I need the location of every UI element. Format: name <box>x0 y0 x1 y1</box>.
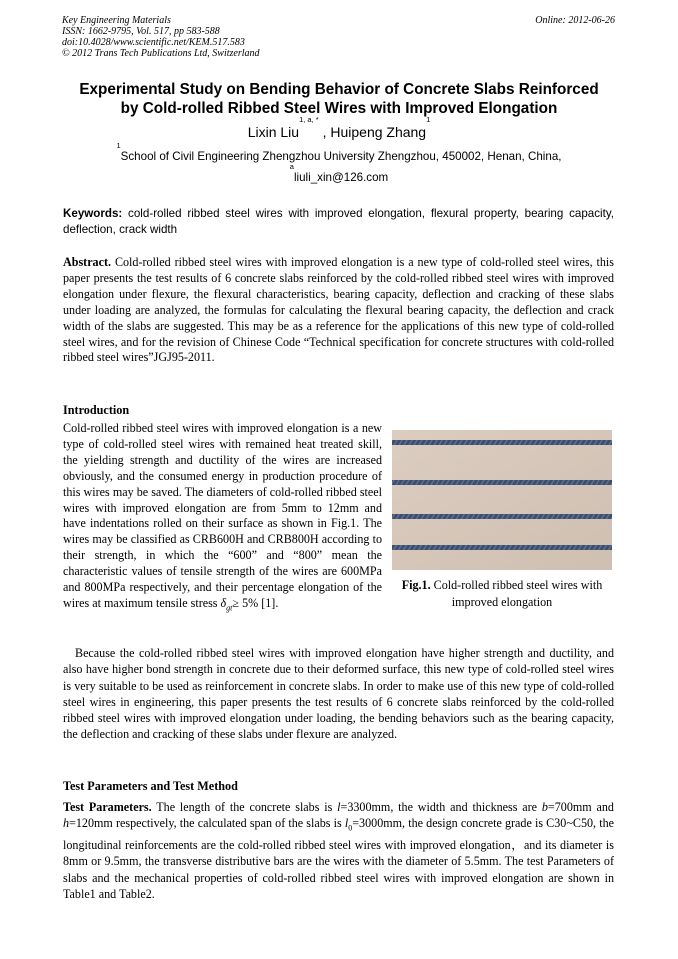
title-line-2: by Cold-rolled Ribbed Steel Wires with Improved Elongation <box>120 100 558 117</box>
author-name: Huipeng Zhang <box>330 124 427 140</box>
test-text: =3000mm, the design concrete grade is C30~C50, the longitudinal reinforcements are the cold-rolled ribbed steel wires with improved elongation，and its diameter is 8mm or 9.5mm, the transverse distributive bars are the wires with the diameter of 5.5mm. The test Parameters of slabs and the mechanical properties of cold-rolled ribbed steel wires with improved elongation are shown in Table1 and Table2. <box>63 816 614 901</box>
test-parameters-paragraph <box>63 799 614 902</box>
title-line-1: Experimental Study on Bending Behavior of Concrete Slabs Reinforced <box>79 81 599 98</box>
figure-label: Fig.1. <box>401 578 431 592</box>
delta-symbol: δ <box>220 595 227 610</box>
online-date: Online: 2012-06-26 <box>535 15 615 26</box>
steel-wires-image <box>392 430 612 570</box>
affiliation-superscript: 1 <box>116 141 121 150</box>
figure-caption-text: Cold-rolled ribbed steel wires with improved elongation <box>430 578 603 609</box>
introduction-text: Cold-rolled ribbed steel wires with improved elongation is a new type of cold-rolled steel wires with remained heat treated skill, the yielding strength and ductility of the wires are increased obviously, and the consumed energy in production procedure of this wires may be saved. The diameters of cold-rolled ribbed steel wires with improved elongation are from 5mm to 12mm and have indentations rolled on their surface as shown in Fig.1. The wires may be classified as CRB600H and CRB800H according to their strength, in which the “600” and “800” mean the characteristic values of tensile strength of the wires are 600MPa and 800MPa respectively, and their percentage elongation of the wires at maximum tensile stress <box>63 421 382 610</box>
author-list <box>0 115 678 141</box>
steel-wire <box>392 480 612 485</box>
abstract-block <box>63 255 614 366</box>
steel-wire <box>392 545 612 550</box>
email-address: liuli_xin@126.com <box>293 171 389 184</box>
author-separator: , <box>318 124 331 140</box>
abstract-text: Cold-rolled ribbed steel wires with improved elongation is a new type of cold-rolled steel wires, this paper presents the test results of 6 concrete slabs reinforced by the cold-rolled ribbed steel wires with improved elongation under flexure, the flexural characteristics, bearing capacity, deflection and cracking of these slabs under loading are analyzed, the formulas for calculating the flexural bearing capacity, the deflection and crack width of the slabs are suggested. This may be as a reference for the applications of this new type of cold-rolled steel wires, and for the revision of Chinese Code “Technical specification for concrete structures with cold-rolled ribbed steel wires”JGJ95-2011. <box>63 255 614 365</box>
copyright-line: © 2012 Trans Tech Publications Ltd, Switzerland <box>62 48 260 59</box>
keywords-text: cold-rolled ribbed steel wires with improved elongation, flexural property, bearing capacity, deflection, crack width <box>63 207 614 236</box>
paper-title <box>40 80 638 118</box>
author-superscript: 1, a, * <box>299 115 319 124</box>
introduction-paragraph-1 <box>63 421 382 616</box>
introduction-text-end: ≥ 5% [1]. <box>232 595 279 610</box>
issn-line: ISSN: 1662-9795, Vol. 517, pp 583-588 <box>62 26 220 37</box>
abstract-label: Abstract. <box>63 255 112 269</box>
doi-line: doi:10.4028/www.scientific.net/KEM.517.583 <box>62 37 245 48</box>
variable-l0-subscript: 0 <box>348 823 353 833</box>
journal-name: Key Engineering Materials <box>62 15 171 26</box>
variable-l: l <box>337 800 341 814</box>
test-parameters-label: Test Parameters. <box>63 800 152 814</box>
figure-1-caption <box>392 577 612 611</box>
keywords-label: Keywords: <box>63 207 123 220</box>
steel-wire <box>392 514 612 519</box>
introduction-paragraph-2: Because the cold-rolled ribbed steel wires with improved elongation have higher strength and ductility, and also have higher bond strength in concrete due to their deformed surface, this new type of cold-rolled steel wires is very suitable to be used as reinforcement in concrete slabs. In order to make use of this new type of cold-rolled steel wires in engineering, this paper presents the test results of 6 concrete slabs reinforced by the cold-rolled ribbed steel wires with improved elongation under loading, the bending behaviors such as the bearing capacity, the deflection and cracking of these slabs under flexure are analyzed. <box>63 646 614 742</box>
author-email <box>0 162 678 185</box>
test-text: =3300mm, the width and thickness are <box>340 800 542 814</box>
affiliation <box>0 141 678 164</box>
variable-h: h <box>63 816 70 831</box>
keywords-block <box>63 206 614 237</box>
figure-1-photo <box>392 430 612 570</box>
variable-b: b <box>541 800 548 814</box>
test-text: The length of the concrete slabs is <box>151 800 338 814</box>
introduction-heading: Introduction <box>63 403 130 417</box>
author-name: Lixin Liu <box>247 124 300 140</box>
variable-l0: l <box>344 816 349 831</box>
test-section-heading: Test Parameters and Test Method <box>63 779 238 793</box>
author-superscript: 1 <box>426 115 431 124</box>
journal-header <box>62 15 260 59</box>
delta-subscript: gt <box>226 603 233 613</box>
affiliation-text: School of Civil Engineering Zhengzhou University Zhengzhou, 450002, Henan, China, <box>120 150 562 163</box>
test-text: =120mm respectively, the calculated span of the slabs is <box>69 816 345 831</box>
email-superscript: a <box>289 162 294 171</box>
test-text: =700mm and <box>547 800 614 814</box>
steel-wire <box>392 440 612 445</box>
